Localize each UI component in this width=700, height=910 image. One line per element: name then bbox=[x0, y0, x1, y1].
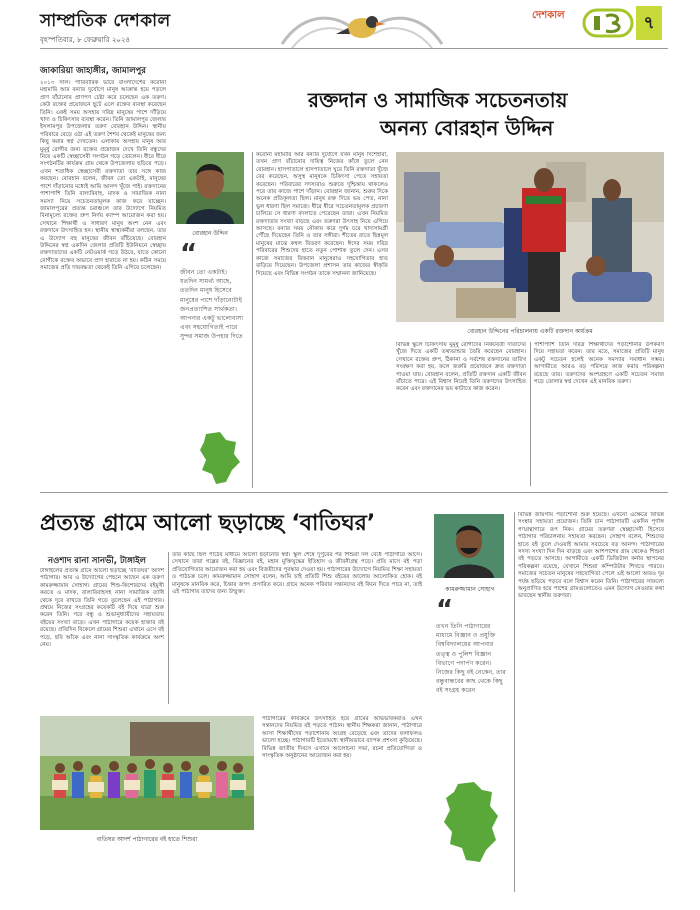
publication-name: সাম্প্রতিক দেশকাল bbox=[40, 11, 171, 31]
issue-date: বৃহস্পতিবার, ৮ ফেব্রুয়ারি ২০২৪ bbox=[40, 36, 131, 44]
article1-headline-line1: রক্তদান ও সামাজিক সচেতনতায় bbox=[308, 88, 568, 112]
article1-portrait-caption: বোরহান উদ্দিন bbox=[192, 230, 228, 237]
article1-quote: জীবন তো একটাই। যতদিন সামর্থ্য আছে, ততদিন মানুষ হিসেবে মানুষের পাশে দাঁড়ানোটাই জনপ্রত্যাশিত সার্থকতা। আপনার একটু ভালোবাসা এবং সহযোগিতাই পারে সুন্দর সমাজ উপহার দিতে bbox=[180, 269, 244, 341]
article2-photo-caption: বাতিঘর আদর্শ পাঠাগারের বই হাতে শিশুরা bbox=[96, 836, 198, 843]
article1-column1: ২০১৩ সাল। পারিবারিক ভাবে বাংলাদেশের করোনা মহামারি আর বন্যার দুর্যোগে মানুষ আক্রান্ত হয়ে পড়লে প্রাণ বাঁচানোর প্রাণপণ চেষ্টা করে চলেছেন এক তরুণ। কেউ রক্তের প্রয়োজনে ছুটে এলে রক্তের ব্যবস্থা করেছেন তিনি। একই সময় অসহায় দরিদ্র মানুষের পাশে দাঁড়িয়ে খাদ্য ও চিকিৎসার ব্যবস্থা করেন। তিনি জামালপুর জেলার ইসলামপুর উপজেলার তরুণ বোরহান উদ্দিন। স্থানীয় পরিবারে বেড়ে ওঠা এই তরুণ শৈশব থেকেই মানুষের জন্য কিছু করার স্বপ্ন দেখতেন। এলাকায় অসহায় মানুষ আর মুমূর্ষু রোগীর জন্য রক্তের প্রয়োজন দেখে তিনি বন্ধুদের নিয়ে একটি স্বেচ্ছাসেবী সংগঠন গড়ে তোলেন। ধীরে ধীরে সংগঠনটির কার্যক্রম গ্রাম থেকে উপজেলায় ছড়িয়ে পড়ে। এখন শতাধিক স্বেচ্ছাসেবী রক্তদাতা তার সঙ্গে কাজ করছেন। বোরহান বলেন, জীবন তো একটাই, মানুষের পাশে দাঁড়ানোর মধ্যেই আমি আনন্দ খুঁজে পাই। রক্তদানের পাশাপাশি তিনি বাল্যবিবাহ, মাদক ও সামাজিক নানা সমস্যা নিয়ে সচেতনতামূলক কাজ করে যাচ্ছেন। জামালপুরের প্রত্যন্ত চরাঞ্চলে তার উদ্যোগে নিয়মিত বিনামূল্যে রক্তের গ্রুপ নির্ণয় ক্যাম্প আয়োজন করা হয়। সেখানে শিক্ষার্থী ও সাধারণ মানুষ অংশ নেন এবং রক্তদানে উৎসাহিত হন। স্থানীয় স্বাস্থ্যকর্মীরা বলছেন, তার এ উদ্যোগ বহু মানুষের জীবন বাঁচিয়েছে। বোরহান উদ্দিনের স্বপ্ন একদিন জেলার প্রতিটি ইউনিয়নে স্বেচ্ছায় রক্তদাতাদের একটি নেটওয়ার্ক গড়ে উঠবে, যাতে কোনো রোগীকে রক্তের অভাবে প্রাণ হারাতে না হয়। কঠিন সময়ে সমাজের প্রতি দায়বদ্ধতা থেকেই তিনি এগিয়ে চলেছেন। bbox=[40, 80, 166, 272]
children-with-books-photo-icon bbox=[40, 716, 254, 830]
district-map-icon bbox=[196, 430, 242, 486]
column-divider bbox=[530, 342, 531, 486]
article1-byline: জাকারিয়া জাহাঙ্গীর, জামালপুর bbox=[40, 66, 146, 76]
article2-column4: বিভিন্ন জায়গায় পড়াশোনা শুরু হয়েছে। এখনো এক্ষেত্রে বিভিন্ন সংস্থার সহায়তা প্রয়োজন। তিনি চান পাঠাগারটি একদিন পূর্ণাঙ্গ গণগ্রন্থাগারে রূপ নিক। গ্রামের তরুণরা স্বেচ্ছাসেবী হিসেবে পাঠাগার পরিচালনায় সহায়তা করছেন। সোহাগ বলেন, শিশুদের হাতে বই তুলে দেওয়াই আমার সবচেয়ে বড় আনন্দ। পাঠাগারের সদস্য সংখ্যা দিন দিন বাড়ছে এবং আশপাশের গ্রাম থেকেও শিশুরা বই পড়তে আসছে। আগামীতে একটি ডিজিটাল কর্নার স্থাপনের পরিকল্পনা রয়েছে, যেখানে শিশুরা কম্পিউটার শিখতে পারবে। সমাজের সচেতন মানুষের সহযোগিতা পেলে এই আলো আরও দূর পর্যন্ত ছড়িয়ে পড়বে বলে বিশ্বাস করেন তিনি। পাঠাগারের সাফল্যে অনুপ্রাণিত হয়ে পাশের গ্রামগুলোতেও এমন উদ্যোগ নেওয়ার কথা ভাবছেন স্থানীয় তরুণরা। bbox=[518, 512, 664, 600]
article1-photo-caption: বোরহান উদ্দিনের পরিচালনায় একটি রক্তদান কার্যক্রম bbox=[467, 328, 593, 335]
portrait-photo-icon bbox=[176, 152, 244, 224]
article1-photo bbox=[396, 152, 664, 322]
article2-column1: টাঙ্গাইলের প্রত্যন্ত গ্রামে আলো ছড়াচ্ছে ‘বাতিঘর’ আদর্শ পাঠাগার। আর এ উদ্যোগের পেছনে আছেন এক তরুণ কামরুজ্জামান সোহাগ। গ্রামের শিশু-কিশোরদের বইমুখী করতে ও মাদক, বাল্যবিবাহসহ নানা সামাজিক ব্যাধি থেকে দূরে রাখতে তিনি গড়ে তুলেছেন এই পাঠাগার। প্রথমে নিজের সংগ্রহের কয়েকটি বই দিয়ে যাত্রা শুরু করেন তিনি। পরে বন্ধু ও শুভানুধ্যায়ীদের সহায়তায় বইয়ের সংখ্যা বাড়ে। এখন পাঠাগারে কয়েক হাজার বই রয়েছে। প্রতিদিন বিকেলে গ্রামের শিশুরা এখানে এসে বই পড়ে, ছবি আঁকে এবং নানা সাংস্কৃতিক কার্যক্রমে অংশ নেয়। bbox=[40, 568, 164, 649]
article2-quote: তখন তিনি পাঠাগারের মাধ্যমে বিজ্ঞান ও প্রযুক্তি বিশ্ববিদ্যালয়ের আপনার তত্ত্ব ও পুলিশ বিজ্ঞান বিভাগে পদার্পণ করেন। নিজের কিছু বই নেকেন, তার বন্ধুবান্ধবের কাছ থেকে কিছু বই সংগ্রহ করেন bbox=[436, 623, 506, 695]
column-divider bbox=[168, 552, 169, 704]
quote-mark-icon: “ bbox=[180, 239, 198, 269]
article2-photo bbox=[40, 716, 254, 830]
article1-column4: পাশাপাশি তিনি দরিদ্র শিক্ষার্থীদের পড়াশোনার উপকরণ দিয়ে সহায়তা করেন। তার মতে, সমাজের প্রতিটি মানুষ একটু সচেতন হলেই অনেক সমস্যার সমাধান সম্ভব। আগামীতে আরও বড় পরিসরে কাজ করার পরিকল্পনা রয়েছে তার। তরুণদের অংশগ্রহণে একটি সচেতন সমাজ গড়ে তোলার স্বপ্ন দেখেন এই মানবিক তরুণ। bbox=[534, 342, 664, 386]
article2-headline: প্রত্যন্ত গ্রামে আলো ছড়াচ্ছে ‘বাতিঘর’ bbox=[40, 511, 376, 536]
article1-portrait bbox=[176, 152, 244, 224]
portrait-photo-icon bbox=[434, 514, 504, 578]
top-divider bbox=[40, 48, 668, 49]
quote-mark-icon: “ bbox=[436, 595, 454, 625]
anniversary-brand: দেশকাল bbox=[532, 10, 565, 21]
article1-column3: বিভিন্ন স্কুলে চিকিৎসায় মুমূর্ষু রোগীদের নিকটবর্তী দাতাদের খুঁজে দিতে একটি তথ্যভান্ডার তৈরি করেছেন বোরহান। সেখানে রক্তের গ্রুপ, ঠিকানা ও সর্বশেষ রক্তদানের তারিখ সংরক্ষণ করা হয়, ফলে জরুরি প্রয়োজনে দ্রুত রক্তদাতা পাওয়া যায়। বোরহান বলেন, প্রতিটি রক্তদান একটি জীবন বাঁচাতে পারে। এই বিশ্বাস নিয়েই তিনি তরুণদের উৎসাহিত করেন এবং রক্তদানের ভয় কাটাতে কাজ করেন। bbox=[396, 342, 526, 393]
section-divider bbox=[40, 492, 668, 493]
bird-emblem-icon bbox=[262, 4, 462, 52]
page-number: ৭ bbox=[636, 6, 662, 40]
column-divider bbox=[252, 152, 253, 488]
blood-donation-photo-icon bbox=[396, 152, 664, 322]
article2-column2: তার কাছে ছিল পাঠের মাধ্যমে আলো ছড়ানোর স্বপ্ন। স্কুল শেষে দুপুরের পর শিশুরা দল বেঁধে পাঠাগারে আসে। সেখানে তারা গল্পের বই, বিজ্ঞানের বই, মহান মুক্তিযুদ্ধের ইতিহাস ও জীবনীগ্রন্থ পড়ে। প্রতি মাসে বই পড়া প্রতিযোগিতার আয়োজন করা হয় এবং বিজয়ীদের পুরস্কার দেওয়া হয়। পাঠাগারের উদ্যোগে নিয়মিত শিক্ষা সহায়তা ও পাঠচক্র চলে। কামরুজ্জামান সোহাগ বলেন, আমি চাই প্রতিটি শিশু বইয়ের আলোয় আলোকিত হোক। বই মানুষকে মানবিক করে, চিন্তার জগৎ প্রসারিত করে। গ্রামে অনেক পরিবার সন্তানদের বই কিনে দিতে পারে না, তাই এই পাঠাগার তাদের জন্য উন্মুক্ত। bbox=[172, 552, 422, 596]
article1-column2: করোনা মহামারি আর বন্যার দুর্যোগে যখন মানুষ দিশেহারা, তখন প্রাণ বাঁচানোর দায়িত্ব নিজের কাঁধে তুলে নেন বোরহান। হাসপাতালে হাসপাতালে ঘুরে তিনি রক্তদাতা খুঁজে বের করেছেন, অসুস্থ মানুষকে চিকিৎসা পেতে সহায়তা করেছেন। পরিবারের সদস্যরাও শুরুতে দুশ্চিন্তায় থাকলেও পরে তার কাজে পাশে দাঁড়ান। বোরহান জানান, শুরুর দিকে অনেক প্রতিকূলতা ছিল। মানুষ রক্ত দিতে ভয় পেত, নানা ভুল ধারণা ছিল সমাজে। ধীরে ধীরে সচেতনতামূলক প্রচারণা চালিয়ে সে ধারণা বদলাতে পেরেছেন তারা। এখন নিয়মিত রক্তদাতার সংখ্যা বাড়ছে এবং তরুণরা উৎসাহ নিয়ে এগিয়ে আসছে। বন্যার সময় নৌকায় করে দুর্গম চরে খাদ্যসামগ্রী পৌঁছে দিয়েছেন তিনি ও তার সঙ্গীরা। শীতের রাতে ছিন্নমূল মানুষের মাঝে কম্বল বিতরণ করেছেন। ঈদের সময় দরিদ্র পরিবারের শিশুদের হাতে নতুন পোশাক তুলে দেন। এসব কাজে সমাজের বিত্তবান মানুষেরাও সহযোগিতার হাত বাড়িয়ে দিয়েছেন। উপজেলা প্রশাসন তার কাজের স্বীকৃতি দিয়েছে এবং বিভিন্ন সংগঠন তাকে সম্মাননা জানিয়েছে। bbox=[256, 152, 388, 277]
article2-byline: নওশাদ রানা সানভী, টাঙ্গাইল bbox=[48, 556, 146, 566]
column-divider bbox=[514, 512, 515, 892]
district-map-icon bbox=[440, 780, 502, 864]
article2-portrait bbox=[434, 514, 504, 578]
article1-headline-line2: অনন্য বোরহান উদ্দিন bbox=[380, 116, 554, 140]
article2-column3: পাঠাগারের কার্যক্রমে উৎসাহিত হয়ে গ্রামের অভিভাবকরাও এখন সন্তানদের নিয়মিত বই পড়তে পাঠান। স্থানীয় শিক্ষকরা জানান, পাঠাগারে আসা শিক্ষার্থীদের পড়াশোনায় আগ্রহ বেড়েছে এবং তাদের ফলাফলও ভালো হচ্ছে। পাঠাগারটি ইতোমধ্যে স্থানীয়ভাবে ব্যাপক প্রশংসা কুড়িয়েছে। বিভিন্ন জাতীয় দিবসে এখানে আলোচনা সভা, রচনা প্রতিযোগিতা ও সাংস্কৃতিক অনুষ্ঠানের আয়োজন করা হয়। bbox=[262, 716, 422, 760]
article2-portrait-caption: কামরুজ্জামান সোহাগ bbox=[445, 586, 495, 593]
masthead bbox=[0, 0, 700, 56]
